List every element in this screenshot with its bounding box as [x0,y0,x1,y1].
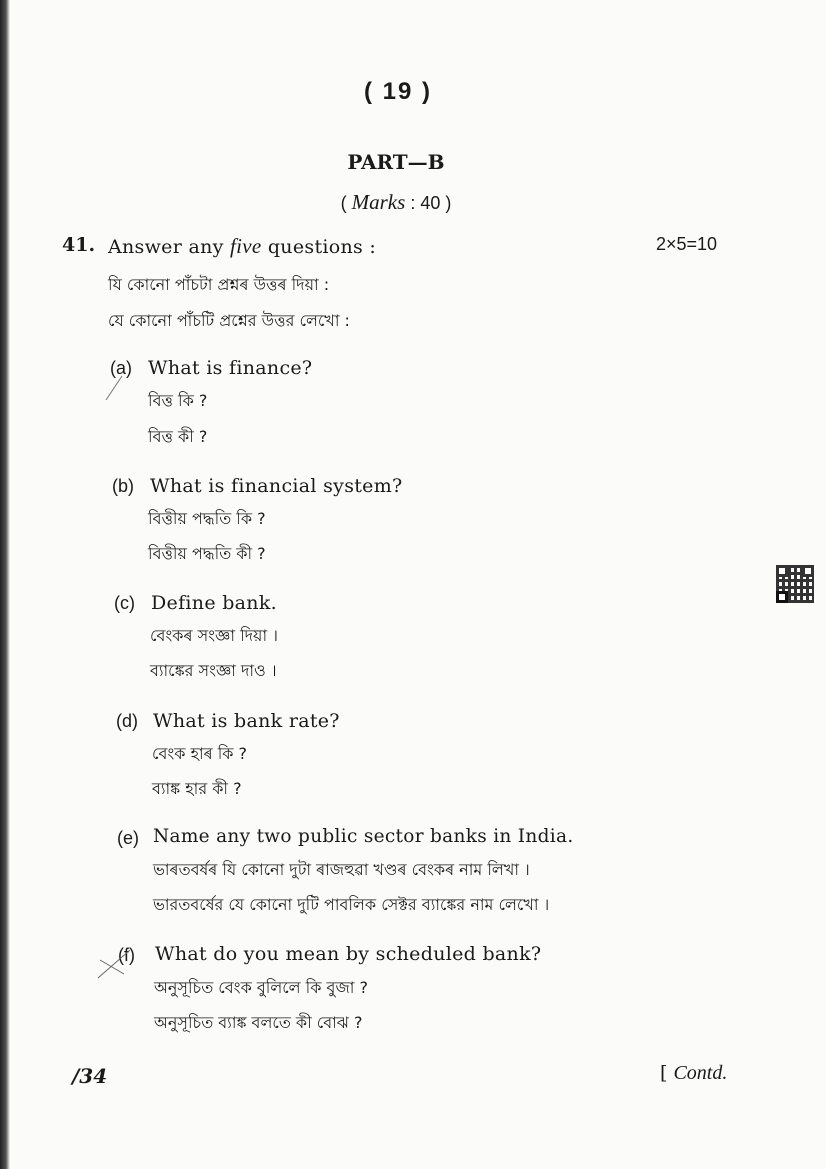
question-text-emph: five [229,234,262,258]
subquestion-text: What is financial system? [150,475,403,497]
subquestion-assamese: বিত্তীয় পদ্ধতি কি ? [148,509,266,528]
part-title: PART—B [347,150,445,174]
subquestion-assamese: ভাৰতবৰ্ষৰ যি কোনো দুটা ৰাজহুৱা খণ্ডৰ বেংকৰ নাম লিখা । [153,860,530,879]
question-number: 41. [62,234,96,256]
subquestion-label: (d) [116,711,138,731]
subquestion-bengali: অনুসূচিত ব্যাঙ্ক বলতে কী বোঝ ? [154,1013,363,1032]
question-text-post: questions : [267,236,377,258]
continued-label: Contd. [673,1062,728,1084]
continued-note [660,1062,727,1085]
instruction-bengali: যে কোনো পাঁচটি প্রশ্নের উত্তর লেখো : [108,311,350,330]
subquestion-label: (c) [114,593,135,613]
paper-code: /34 [72,1064,108,1088]
pencil-mark-icon [104,372,124,402]
marks-label: Marks [351,190,406,214]
page-number: ( 19 ) [363,78,432,105]
subquestion-assamese: বেংকৰ সংজ্ঞা দিয়া । [150,626,278,645]
subquestion-text: What is finance? [148,357,313,379]
subquestion-bengali: বিত্ত কী ? [148,427,208,446]
subquestion-text: Name any two public sector banks in India. [153,826,574,847]
subquestion-bengali: ব্যাঙ্কের সংজ্ঞা দাও । [150,661,277,680]
qr-code-corner [776,591,788,603]
question-text-pre: Answer any [108,236,224,258]
continued-bracket: [ [660,1062,668,1084]
subquestion-label: (a) [110,358,132,378]
marks-line: ( Marks : 40 ) [340,190,452,214]
question-score: 2×5=10 [656,234,718,254]
question-text [108,234,376,259]
subquestion-assamese: অনুসূচিত বেংক বুলিলে কি বুজা ? [154,978,368,997]
subquestion-text: Define bank. [151,592,277,614]
subquestion-assamese: বেংক হাৰ কি ? [152,744,248,763]
subquestion-bengali: ব্যাঙ্ক হার কী ? [152,779,242,798]
page-binding-edge [0,0,10,1169]
subquestion-label: (b) [112,476,134,496]
subquestion-assamese: বিত্ত কি ? [148,391,208,410]
subquestion-bengali: বিত্তীয় পদ্ধতি কী ? [148,544,266,563]
instruction-assamese: যি কোনো পাঁচটা প্ৰশ্নৰ উত্তৰ দিয়া : [108,275,330,294]
pencil-cross-icon [94,944,134,984]
subquestion-text: What do you mean by scheduled bank? [155,943,542,965]
subquestion-bengali: ভারতবর্ষের যে কোনো দুটি পাবলিক সেক্টর ব্যাঙ্কের নাম লেখো । [153,895,550,914]
subquestion-text: What is bank rate? [153,710,340,732]
subquestion-label: (f) [118,945,135,965]
marks-value: : 40 [410,193,441,213]
subquestion-label: (e) [117,828,139,848]
